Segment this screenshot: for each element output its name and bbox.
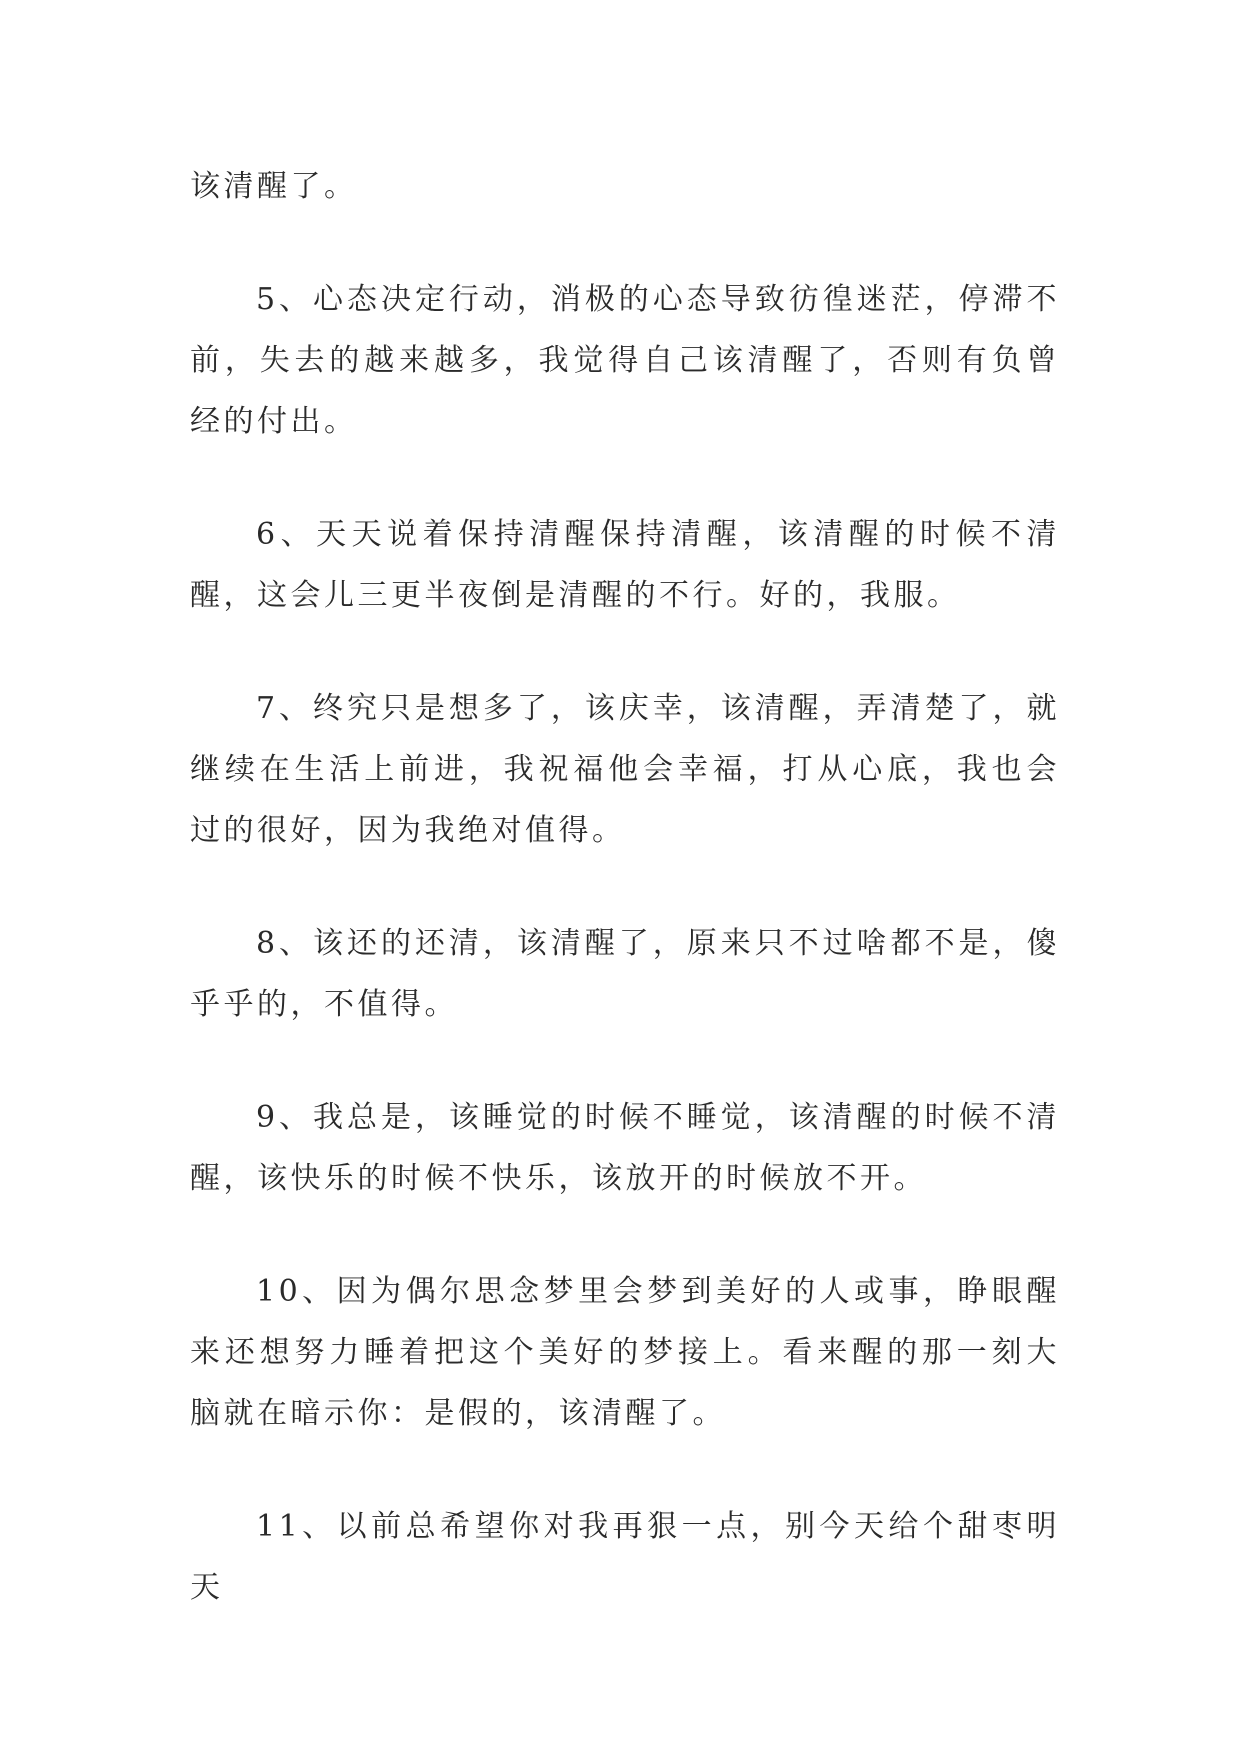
paragraph-item-8: 8、该还的还清，该清醒了，原来只不过啥都不是，傻乎乎的，不值得。 [190, 926, 1060, 1022]
paragraph-item-10: 10、因为偶尔思念梦里会梦到美好的人或事，睁眼醒来还想努力睡着把这个美好的梦接上。看来醒的那一刻大脑就在暗示你：是假的，该清醒了。 [190, 1274, 1060, 1431]
paragraph-item-9: 9、我总是，该睡觉的时候不睡觉，该清醒的时候不清醒，该快乐的时候不快乐，该放开的时候放不开。 [190, 1100, 1060, 1196]
paragraph-gap [190, 1444, 1060, 1496]
paragraph-item-11: 11、以前总希望你对我再狠一点，别今天给个甜枣明天 [190, 1509, 1060, 1605]
paragraph-gap [190, 861, 1060, 913]
paragraph-gap [190, 217, 1060, 269]
paragraph-continuation: 该清醒了。 [190, 169, 358, 204]
paragraph-gap [190, 452, 1060, 504]
paragraph-item-5: 5、心态决定行动，消极的心态导致彷徨迷茫，停滞不前，失去的越来越多，我觉得自己该清醒了，否则有负曾经的付出。 [190, 282, 1060, 439]
document-body [190, 156, 1060, 1618]
paragraph-gap [190, 1209, 1060, 1261]
paragraph-gap [190, 1035, 1060, 1087]
paragraph-item-7: 7、终究只是想多了，该庆幸，该清醒，弄清楚了，就继续在生活上前进，我祝福他会幸福，打从心底，我也会过的很好，因为我绝对值得。 [190, 691, 1060, 848]
paragraph-gap [190, 626, 1060, 678]
paragraph-item-6: 6、天天说着保持清醒保持清醒，该清醒的时候不清醒，这会儿三更半夜倒是清醒的不行。好的，我服。 [190, 517, 1060, 613]
